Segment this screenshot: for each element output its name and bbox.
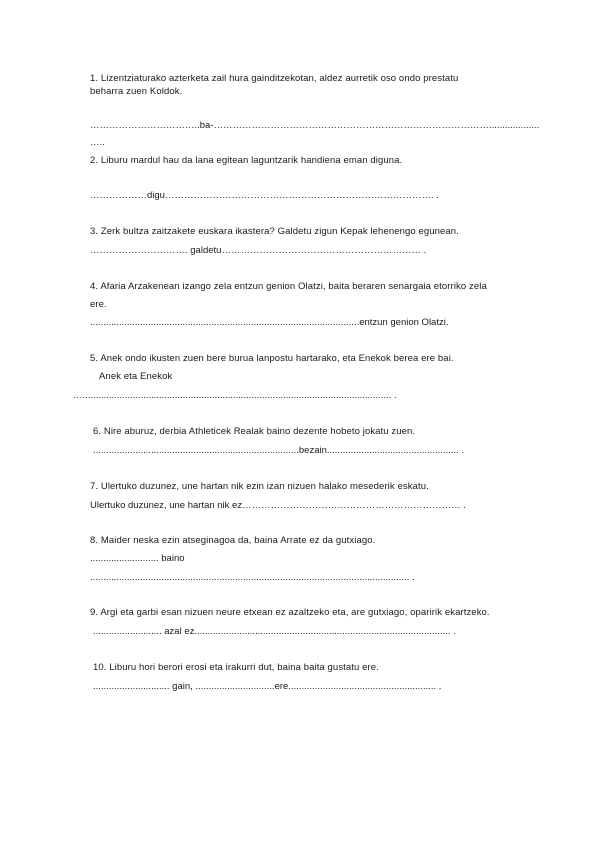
question-4-line-1: 4. Afaria Arzakenean izango zela entzun genion Olatzi, baita beraren senargaia etorriko zela: [90, 281, 487, 292]
question-4-line-2: ere.: [90, 299, 107, 310]
answer-8-line-1: .......................... baino: [90, 553, 185, 564]
question-7: 7. Ulertuko duzunez, une hartan nik ezin izan nizuen halako mesederik eskatu.: [90, 481, 429, 492]
answer-7: Ulertuko duzunez, une hartan nik ez…………………………………………………………… .: [90, 500, 466, 511]
question-10: 10. Liburu hori berori erosi eta irakurri dut, baina baita gustatu ere.: [93, 662, 379, 673]
question-5: 5. Anek ondo ikusten zuen bere burua lanpostu hartarako, eta Enekok berea ere bai.: [90, 353, 454, 364]
answer-9: .......................... azal ez................................................................................................. .: [93, 626, 456, 637]
question-1-line-2: beharra zuen Koldok.: [90, 86, 183, 97]
answer-5: …..................................................................................................................... .: [73, 390, 397, 401]
question-6: 6. Nire aburuz, derbia Athleticek Realak baino dezente hobeto jokatu zuen.: [93, 426, 416, 437]
answer-6: ..............................................................................bezain.................................................. .: [93, 445, 465, 456]
answer-1-line-1: ……………………………..ba-……………………………………………………………………………...................: [90, 120, 540, 131]
answer-8-line-2: ......................................................................................................................... .: [90, 572, 415, 583]
question-8: 8. Maider neska ezin atseginagoa da, baina Arrate ez da gutxiago.: [90, 535, 376, 546]
question-1-line-1: 1. Lizentziaturako azterketa zail hura gainditzekotan, aldez aurretik oso ondo prestatu: [90, 73, 459, 84]
answer-5-prefix: Anek eta Enekok: [99, 371, 173, 382]
question-3: 3. Zerk bultza zaitzakete euskara ikastera? Galdetu zigun Kepak lehenengo egunean.: [90, 226, 459, 237]
answer-4: ......................................................................................................entzun genion Olatzi.: [90, 317, 449, 328]
answer-10: ............................. gain, ..............................ere........................................................ .: [93, 681, 442, 692]
question-2: 2. Liburu mardul hau da lana egitean laguntzarik handiena eman diguna.: [90, 155, 403, 166]
answer-2: ………………digu…………………………………………………………………………. .: [90, 190, 439, 201]
question-9: 9. Argi eta garbi esan nizuen neure etxean ez azaltzeko eta, are gutxiago, oparirik ekartzeko.: [90, 607, 490, 618]
answer-1-line-2: …..: [90, 137, 105, 148]
answer-3: …………………………. galdetu……………………………………………………… .: [90, 245, 427, 256]
